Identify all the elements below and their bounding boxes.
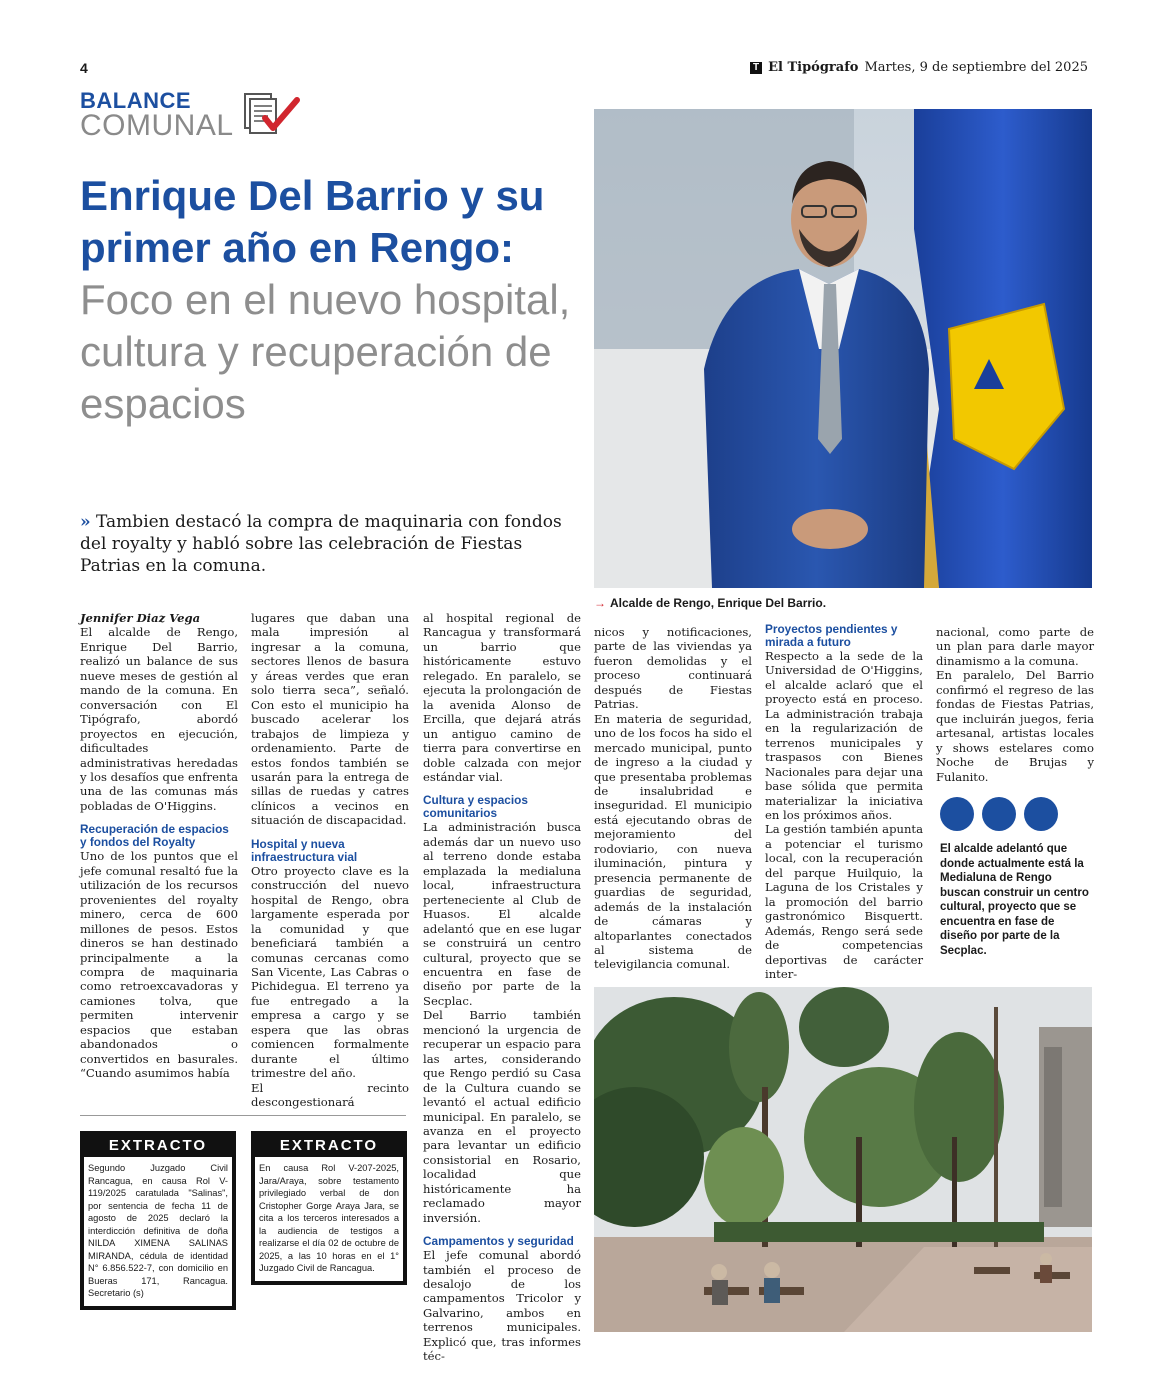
legal-notice-title: EXTRACTO: [255, 1135, 403, 1157]
paragraph: nacional, como parte de un plan para darle mayor dinamismo a la comuna.: [936, 625, 1094, 668]
paragraph: lugares que daban una mala impresión al ingresar a la comuna, sectores llenos de basura y áreas verdes que eran solo tierra seca”, señaló. Con esto el municipio ha buscado acelerar los trabajos de limpieza y ordenamiento. Parte de estos fondos también se usarán para la entrega de sillas de ruedas y catres clínicos a vecinos en situación de discapacidad.: [251, 611, 409, 828]
photo-caption-text: Alcalde de Rengo, Enrique Del Barrio.: [610, 596, 827, 610]
byline: Jennifer Diaz Vega: [80, 611, 201, 625]
subheading-hospital: Hospital y nueva infraestructura vial: [251, 836, 358, 864]
dot-icon: [1024, 797, 1058, 831]
dot-icon: [982, 797, 1016, 831]
paragraph: La gestión también apunta a potenciar el turismo local, con la recuperación del parque Huilquio, la Laguna de los Cristales y la promoción del barrio gastronómico Bisquertt. Además, Rengo será sede de competencias deportivas de carácter inter-: [765, 822, 923, 981]
article-column-2: [251, 611, 409, 1110]
legal-notice-body: En causa Rol V-207-2025, Jara/Araya, sobre testamento privilegiado verbal de don Cristopher Gorge Araya Jara, se cita a los terceros interesados a la audiencia de testigos a realizarse el día 02 de octubre de 2025, a las 10 horas en el 1° Juzgado Civil de Rancagua.: [259, 1163, 399, 1273]
legal-notice-1: [80, 1131, 236, 1310]
lede-text: Tambien destacó la compra de maquinaria con fondos del royalty y habló sobre las celebración de Fiestas Patrias en la comuna.: [80, 512, 562, 576]
pull-quote-dots: [940, 797, 1058, 831]
paragraph: al hospital regional de Rancagua y transformará un barrio que históricamente estuvo relegado. En paralelo, se ejecuta la prolongación de la avenida Alonso de Ercilla, que dejará atrás un antiguo camino de tierra para convertirse en doble calzada con mejor estándar vial.: [423, 611, 581, 784]
photo-caption: [594, 596, 826, 610]
pull-quote: El alcalde adelantó que donde actualmente está la Medialuna de Rengo buscan construir un centro cultural, proyecto que se encuentra en fase de diseño por parte de la Secplac.: [940, 843, 1089, 957]
subheading-proyectos: Proyectos pendientes y mirada a futuro: [765, 622, 898, 649]
article-column-6: [936, 625, 1094, 784]
document-check-icon: [243, 92, 301, 138]
arrow-right-icon: →: [594, 596, 606, 610]
paragraph: Uno de los puntos que el jefe comunal resaltó fue la utilización de los recursos provenientes del royalty minero, cerca de 600 millones de pesos. Estos dineros se han destinado principalmente a la compra de maquinaria como retroexcavadoras y camiones tolva, que permiten intervenir espacios que estaban abandonados o convertidos en basurales. “Cuando asumimos había: [80, 849, 238, 1081]
paragraph: El jefe comunal abordó también el proceso de desalojo de los campamentos Tricolor y Galvarino, ambos en terrenos municipales. Explicó que, tras informes téc-: [423, 1248, 581, 1364]
newspaper-name: El Tipógrafo: [768, 60, 859, 75]
masthead: [750, 60, 1088, 75]
paragraph: Del Barrio también mencionó la urgencia de recuperar un espacio para las artes, considerando que Rengo perdió su Casa de la Cultura cuando se levantó el actual edificio municipal. En paralelo, se avanza en el proyecto para levantar un edificio consistorial en Rosario, localidad que históricamente ha reclamado mayor inversión.: [423, 1008, 581, 1225]
article-column-3: [423, 611, 581, 1364]
paragraph: El recinto descongestionará: [251, 1080, 409, 1110]
mayor-photo: [594, 109, 1092, 588]
article-column-1: [80, 611, 238, 1081]
article-column-4: [594, 625, 752, 972]
paragraph: En paralelo, Del Barrio confirmó el regreso de las fondas de Fiestas Patrias, que incluirán juegos, feria artesanal, artistas locales y shows estelares como Noche de Brujas y Fulanito.: [936, 668, 1094, 784]
headline-subtitle: Foco en el nuevo hospital, cultura y recuperación de espacios: [80, 276, 571, 427]
legal-notice-body: Segundo Juzgado Civil Rancagua, en causa Rol V-119/2025 caratulada "Salinas", por sentencia de fecha 11 de agosto de 2025 declaró la interdicción definitiva de doña NILDA XIMENA SALINAS MIRANDA, cédula de identidad N° 6.856.522-7, con domicilio en Bueras 171, Rancagua. Secretario (s): [88, 1163, 228, 1298]
legal-notice-2: [251, 1131, 407, 1285]
plaza-photo: [594, 987, 1092, 1332]
subheading-cultura: Cultura y espacios comunitarios: [423, 793, 528, 821]
dot-icon: [940, 797, 974, 831]
paragraph: Respecto a la sede de la Universidad de O'Higgins, el alcalde aclaró que el proyecto está en proceso. La administración trabaja en la regularización de terrenos municipales y traspasos con Bienes Nacionales para dejar una base sólida que permita materializar la iniciativa en los próximos años.: [765, 649, 923, 822]
page-number: 4: [80, 60, 88, 76]
section-label: [80, 90, 234, 141]
headline-bold: Enrique Del Barrio y su primer año en Rengo:: [80, 172, 545, 271]
paragraph: El alcalde de Rengo, Enrique Del Barrio, realizó un balance de sus nueve meses de gestión al mando de la comuna. En conversación con El Tipógrafo, abordó proyectos en ejecución, dificultades administrativas heredadas y los desafíos que enfrenta una de las comunas más pobladas de O'Higgins.: [80, 625, 238, 813]
lede-marker-icon: »: [80, 512, 91, 532]
issue-date: Martes, 9 de septiembre del 2025: [864, 60, 1088, 75]
divider: [80, 1115, 406, 1116]
legal-notice-title: EXTRACTO: [84, 1135, 232, 1157]
paragraph: La administración busca además dar un nuevo uso al terreno donde estaba emplazada la medialuna local, infraestructura perteneciente al Club de Huasos. El alcalde adelantó que en ese lugar se construirá un centro cultural, proyecto que se encuentra en fase de diseño por parte de la Secplac.: [423, 820, 581, 1008]
lede: [80, 511, 580, 577]
paragraph: En materia de seguridad, uno de los focos ha sido el mercado municipal, punto de ingreso a la ciudad y que presentaba problemas de insalubridad e inseguridad. El municipio está ejecutando obras de mejoramiento del rodoviario, con nueva iluminación, pintura y presencia permanente de guardias de seguridad, además de la instalación de cámaras y altoparlantes conectados al sistema de televigilancia comunal.: [594, 711, 752, 972]
paragraph: Otro proyecto clave es la construcción del nuevo hospital de Rengo, obra largamente esperada por la comunidad y que beneficiará también a comunas cercanas como San Vicente, Las Cabras o Pichidegua. El terreno ya fue entregado a la empresa a cargo y se espera que las obras comiencen formalmente durante el último trimestre del año.: [251, 863, 409, 1081]
headline: [80, 170, 590, 430]
section-label-line2: COMUNAL: [80, 109, 234, 142]
section-label-line1: BALANCE: [80, 88, 192, 113]
newspaper-logo-icon: T: [750, 62, 762, 74]
subheading-campamentos: Campamentos y seguridad: [423, 1234, 574, 1249]
paragraph: nicos y notificaciones, parte de las viviendas ya fueron demolidas y el proceso continuará después de Fiestas Patrias.: [594, 625, 752, 712]
subheading-royalty: Recuperación de espacios y fondos del Royalty: [80, 822, 229, 850]
article-column-5: [765, 615, 923, 981]
